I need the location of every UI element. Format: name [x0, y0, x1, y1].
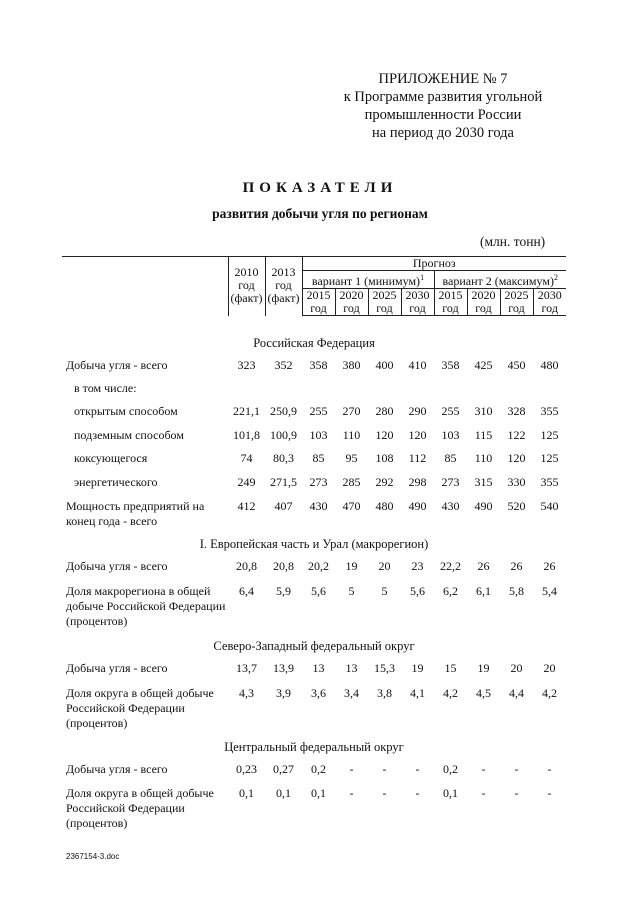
- cell: 292: [375, 475, 394, 489]
- cell: 95: [345, 451, 358, 465]
- header-year: 2025 год: [368, 289, 401, 316]
- header-variant-2: вариант 2 (максимум)$^2$: [434, 271, 566, 289]
- cell: -: [547, 762, 552, 776]
- cell: 20,8: [236, 559, 257, 573]
- cell: 0,1: [311, 786, 326, 800]
- cell: 108: [375, 451, 394, 465]
- row-label: Доля округа в общей добыче Российской Федерации (процентов): [66, 686, 214, 730]
- cell: 3,6: [311, 686, 326, 700]
- cell: 112: [408, 451, 427, 465]
- cell: 15,3: [374, 661, 395, 675]
- cell: -: [382, 762, 387, 776]
- cell: 110: [474, 451, 493, 465]
- row-label: открытым способом: [74, 404, 178, 418]
- cell: 358: [441, 358, 460, 372]
- row-label: в том числе:: [74, 381, 137, 395]
- cell: 4,1: [410, 686, 425, 700]
- cell: 103: [309, 428, 328, 442]
- cell: 5,9: [276, 584, 291, 598]
- cell: -: [382, 786, 387, 800]
- cell: 328: [507, 404, 526, 418]
- cell: 4,3: [239, 686, 254, 700]
- appendix-line: на период до 2030 года: [372, 125, 514, 141]
- cell: 110: [342, 428, 361, 442]
- cell: 490: [408, 499, 427, 513]
- cell: 26: [477, 559, 490, 573]
- cell: 249: [237, 475, 256, 489]
- cell: 520: [507, 499, 526, 513]
- row-label: Добыча угля - всего: [66, 358, 168, 372]
- cell: 6,2: [443, 584, 458, 598]
- cell: 410: [408, 358, 427, 372]
- cell: 0,2: [443, 762, 458, 776]
- header-year: 2020 год: [467, 289, 500, 316]
- cell: 290: [408, 404, 427, 418]
- section-title: Российская Федерация: [253, 336, 375, 350]
- cell: 5: [381, 584, 388, 598]
- cell: 450: [507, 358, 526, 372]
- cell: 480: [540, 358, 559, 372]
- file-reference: 2367154-3.doc: [66, 852, 120, 861]
- row-label: Добыча угля - всего: [66, 661, 168, 675]
- cell: 380: [342, 358, 361, 372]
- cell: 425: [474, 358, 493, 372]
- table-header: [62, 256, 566, 316]
- cell: 490: [474, 499, 493, 513]
- cell: 358: [309, 358, 328, 372]
- row-label: коксующегося: [74, 451, 148, 465]
- cell: 412: [237, 499, 256, 513]
- cell: 3,8: [377, 686, 392, 700]
- cell: 270: [342, 404, 361, 418]
- cell: -: [481, 762, 486, 776]
- cell: 125: [540, 451, 559, 465]
- cell: 20: [543, 661, 556, 675]
- cell: 19: [345, 559, 358, 573]
- cell: 22,2: [440, 559, 461, 573]
- cell: 6,1: [476, 584, 491, 598]
- cell: 120: [408, 428, 427, 442]
- appendix-number: ПРИЛОЖЕНИЕ № 7: [378, 71, 508, 87]
- header-year: 2025 год: [500, 289, 533, 316]
- cell: 323: [237, 358, 256, 372]
- cell: 430: [309, 499, 328, 513]
- units-label: (млн. тонн): [480, 234, 546, 249]
- cell: 80,3: [273, 451, 294, 465]
- row-label: Доля макрорегиона в общей добыче Российской Федерации (процентов): [66, 584, 226, 628]
- cell: 310: [474, 404, 493, 418]
- cell: 20,2: [308, 559, 329, 573]
- cell: 5,8: [509, 584, 524, 598]
- cell: 0,2: [311, 762, 326, 776]
- header-forecast: Прогноз: [302, 257, 566, 271]
- cell: 4,2: [443, 686, 458, 700]
- cell: 85: [444, 451, 457, 465]
- cell: 101,8: [233, 428, 260, 442]
- cell: 400: [375, 358, 394, 372]
- cell: 20: [510, 661, 523, 675]
- cell: 4,2: [542, 686, 557, 700]
- cell: -: [349, 762, 354, 776]
- header-year: 2015 год: [302, 289, 335, 316]
- cell: 470: [342, 499, 361, 513]
- cell: 5,6: [311, 584, 326, 598]
- cell: 3,9: [276, 686, 291, 700]
- cell: 19: [411, 661, 424, 675]
- cell: 120: [507, 451, 526, 465]
- cell: -: [547, 786, 552, 800]
- cell: 125: [540, 428, 559, 442]
- cell: 0,23: [236, 762, 257, 776]
- header-2010: 2010 год (факт): [228, 257, 265, 316]
- cell: 273: [309, 475, 328, 489]
- cell: 13,9: [273, 661, 294, 675]
- cell: 0,1: [443, 786, 458, 800]
- cell: 0,27: [273, 762, 294, 776]
- cell: 74: [240, 451, 253, 465]
- cell: 480: [375, 499, 394, 513]
- cell: 255: [441, 404, 460, 418]
- header-2013: 2013 год (факт): [265, 257, 302, 316]
- cell: -: [514, 786, 519, 800]
- document-subtitle: развития добычи угля по регионам: [212, 206, 428, 221]
- cell: 352: [274, 358, 293, 372]
- cell: 6,4: [239, 584, 254, 598]
- cell: 20,8: [273, 559, 294, 573]
- cell: 0,1: [276, 786, 291, 800]
- cell: 120: [375, 428, 394, 442]
- cell: 280: [375, 404, 394, 418]
- section-title: Центральный федеральный округ: [224, 740, 404, 754]
- row-label: подземным способом: [74, 428, 184, 442]
- cell: 122: [507, 428, 526, 442]
- header-year: 2015 год: [434, 289, 467, 316]
- row-label: Добыча угля - всего: [66, 762, 168, 776]
- cell: 85: [312, 451, 325, 465]
- cell: -: [514, 762, 519, 776]
- cell: 273: [441, 475, 460, 489]
- header-year: 2030 год: [533, 289, 566, 316]
- cell: 5: [348, 584, 355, 598]
- row-label: Добыча угля - всего: [66, 559, 168, 573]
- section-title: Северо-Западный федеральный округ: [213, 639, 415, 653]
- document-title: ПОКАЗАТЕЛИ: [242, 180, 398, 196]
- cell: 430: [441, 499, 460, 513]
- cell: 250,9: [270, 404, 297, 418]
- cell: 13,7: [236, 661, 257, 675]
- cell: 315: [474, 475, 493, 489]
- cell: 15: [444, 661, 457, 675]
- cell: 298: [408, 475, 427, 489]
- cell: 5,4: [542, 584, 557, 598]
- appendix-line: к Программе развития угольной: [343, 89, 543, 105]
- header-indicator-cell: [62, 257, 228, 316]
- cell: -: [415, 762, 420, 776]
- cell: 4,4: [509, 686, 524, 700]
- cell: 355: [540, 404, 559, 418]
- cell: 221,1: [233, 404, 260, 418]
- cell: 540: [540, 499, 559, 513]
- cell: 330: [507, 475, 526, 489]
- cell: 4,5: [476, 686, 491, 700]
- appendix-line: промышленности России: [364, 107, 522, 123]
- section-title: I. Европейская часть и Урал (макрорегион): [199, 537, 429, 551]
- cell: 23: [411, 559, 424, 573]
- header-variant-1: вариант 1 (минимум)$^1$: [302, 271, 434, 289]
- row-label: Мощность предприятий на конец года - всего: [66, 499, 205, 528]
- cell: 5,6: [410, 584, 425, 598]
- cell: 20: [378, 559, 391, 573]
- row-label: энергетического: [74, 475, 158, 489]
- cell: 355: [540, 475, 559, 489]
- cell: 285: [342, 475, 361, 489]
- cell: 407: [274, 499, 293, 513]
- cell: 13: [312, 661, 325, 675]
- cell: 100,9: [270, 428, 297, 442]
- cell: 19: [477, 661, 490, 675]
- cell: 13: [345, 661, 358, 675]
- cell: -: [349, 786, 354, 800]
- cell: 271,5: [270, 475, 297, 489]
- cell: 26: [543, 559, 556, 573]
- cell: 103: [441, 428, 460, 442]
- cell: 26: [510, 559, 523, 573]
- cell: 115: [474, 428, 493, 442]
- header-year: 2030 год: [401, 289, 434, 316]
- cell: 0,1: [239, 786, 254, 800]
- cell: -: [415, 786, 420, 800]
- row-label: Доля округа в общей добыче Российской Федерации (процентов): [66, 786, 214, 830]
- appendix-block: [300, 70, 586, 142]
- cell: 3,4: [344, 686, 359, 700]
- cell: 255: [309, 404, 328, 418]
- header-year: 2020 год: [335, 289, 368, 316]
- cell: -: [481, 786, 486, 800]
